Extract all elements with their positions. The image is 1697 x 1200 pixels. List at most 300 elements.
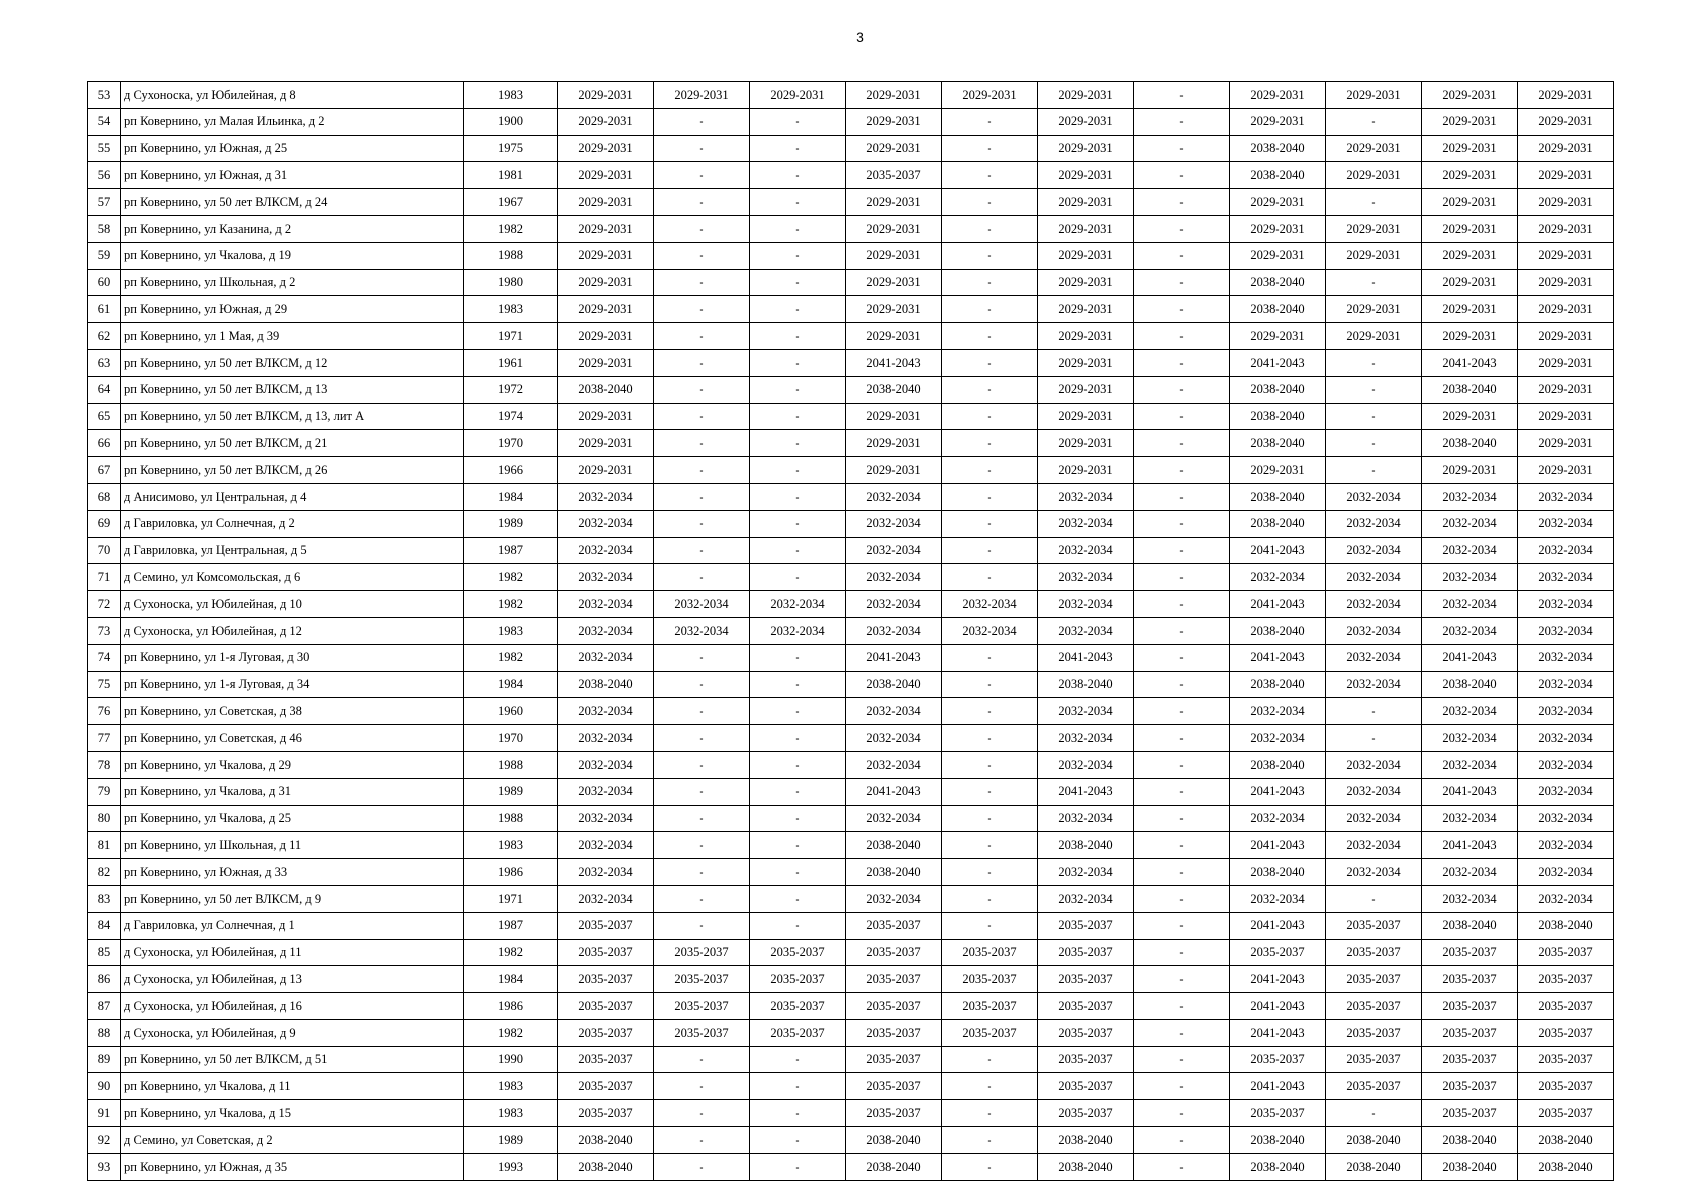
period-cell: 2032-2034 (846, 805, 942, 832)
address-cell: рп Ковернино, ул 50 лет ВЛКСМ, д 26 (121, 457, 464, 484)
period-cell: - (654, 323, 750, 350)
period-cell: - (1134, 162, 1230, 189)
row-number-cell: 88 (88, 1019, 121, 1046)
period-cell: - (654, 751, 750, 778)
period-cell: - (942, 671, 1038, 698)
year-cell: 1983 (464, 82, 558, 109)
year-cell: 1989 (464, 1127, 558, 1154)
period-cell: 2035-2037 (846, 1046, 942, 1073)
period-cell: - (1134, 1046, 1230, 1073)
period-cell: 2035-2037 (558, 993, 654, 1020)
period-cell: 2035-2037 (1038, 939, 1134, 966)
address-cell: рп Ковернино, ул Южная, д 31 (121, 162, 464, 189)
period-cell: - (1134, 671, 1230, 698)
table-row (88, 189, 1614, 216)
period-cell: 2032-2034 (558, 537, 654, 564)
row-number-cell: 73 (88, 617, 121, 644)
period-cell: - (750, 510, 846, 537)
period-cell: - (942, 269, 1038, 296)
period-cell: 2038-2040 (1230, 510, 1326, 537)
period-cell: - (1134, 215, 1230, 242)
period-cell: - (1134, 912, 1230, 939)
address-cell: рп Ковернино, ул Чкалова, д 25 (121, 805, 464, 832)
period-cell: 2032-2034 (1038, 885, 1134, 912)
year-cell: 1993 (464, 1153, 558, 1180)
period-cell: 2035-2037 (1038, 1073, 1134, 1100)
period-cell: 2041-2043 (1230, 966, 1326, 993)
period-cell: - (750, 751, 846, 778)
address-cell: д Сухоноска, ул Юбилейная, д 12 (121, 617, 464, 644)
period-cell: - (1134, 242, 1230, 269)
period-cell: 2029-2031 (558, 457, 654, 484)
period-cell: 2041-2043 (1422, 832, 1518, 859)
period-cell: 2035-2037 (846, 939, 942, 966)
year-cell: 1983 (464, 1100, 558, 1127)
period-cell: 2035-2037 (846, 162, 942, 189)
period-cell: 2038-2040 (1422, 912, 1518, 939)
period-cell: 2032-2034 (1038, 537, 1134, 564)
table-row (88, 162, 1614, 189)
period-cell: - (654, 269, 750, 296)
period-cell: - (750, 885, 846, 912)
year-cell: 1982 (464, 939, 558, 966)
table-row (88, 349, 1614, 376)
address-cell: рп Ковернино, ул 1-я Луговая, д 34 (121, 671, 464, 698)
period-cell: 2041-2043 (1038, 778, 1134, 805)
period-cell: 2029-2031 (846, 403, 942, 430)
address-cell: рп Ковернино, ул 50 лет ВЛКСМ, д 21 (121, 430, 464, 457)
address-cell: рп Ковернино, ул Чкалова, д 19 (121, 242, 464, 269)
period-cell: - (654, 1073, 750, 1100)
period-cell: 2035-2037 (1518, 1046, 1614, 1073)
period-cell: - (654, 510, 750, 537)
period-cell: 2029-2031 (1518, 108, 1614, 135)
period-cell: 2029-2031 (1422, 189, 1518, 216)
period-cell: - (750, 430, 846, 457)
period-cell: - (654, 376, 750, 403)
period-cell: 2038-2040 (558, 671, 654, 698)
period-cell: - (942, 1073, 1038, 1100)
period-cell: - (942, 644, 1038, 671)
table-row (88, 323, 1614, 350)
period-cell: - (750, 269, 846, 296)
period-cell: - (1134, 1127, 1230, 1154)
year-cell: 1984 (464, 671, 558, 698)
period-cell: 2038-2040 (1230, 483, 1326, 510)
period-cell: - (750, 778, 846, 805)
table-row (88, 751, 1614, 778)
row-number-cell: 84 (88, 912, 121, 939)
period-cell: - (750, 671, 846, 698)
period-cell: 2032-2034 (1518, 885, 1614, 912)
period-cell: 2029-2031 (1038, 135, 1134, 162)
period-cell: 2032-2034 (558, 859, 654, 886)
address-cell: рп Ковернино, ул Советская, д 38 (121, 698, 464, 725)
period-cell: 2038-2040 (1230, 671, 1326, 698)
period-cell: 2032-2034 (1038, 751, 1134, 778)
year-cell: 1983 (464, 617, 558, 644)
period-cell: - (1134, 725, 1230, 752)
period-cell: - (1134, 805, 1230, 832)
period-cell: 2029-2031 (846, 457, 942, 484)
period-cell: - (1134, 966, 1230, 993)
period-cell: 2035-2037 (1422, 993, 1518, 1020)
period-cell: 2029-2031 (846, 296, 942, 323)
period-cell: 2029-2031 (1518, 189, 1614, 216)
row-number-cell: 79 (88, 778, 121, 805)
period-cell: 2041-2043 (1230, 993, 1326, 1020)
period-cell: - (942, 242, 1038, 269)
period-cell: - (942, 564, 1038, 591)
address-cell: рп Ковернино, ул 50 лет ВЛКСМ, д 9 (121, 885, 464, 912)
period-cell: - (1134, 591, 1230, 618)
table-row (88, 885, 1614, 912)
year-cell: 1986 (464, 859, 558, 886)
period-cell: 2029-2031 (1230, 82, 1326, 109)
period-cell: 2035-2037 (1326, 912, 1422, 939)
period-cell: - (1326, 189, 1422, 216)
period-cell: 2041-2043 (1038, 644, 1134, 671)
address-cell: рп Ковернино, ул Малая Ильинка, д 2 (121, 108, 464, 135)
table-row (88, 296, 1614, 323)
period-cell: - (750, 1100, 846, 1127)
period-cell: - (654, 1153, 750, 1180)
period-cell: 2029-2031 (1230, 323, 1326, 350)
table-row (88, 457, 1614, 484)
period-cell: 2032-2034 (1518, 805, 1614, 832)
period-cell: - (654, 832, 750, 859)
table-row (88, 617, 1614, 644)
period-cell: 2032-2034 (846, 751, 942, 778)
period-cell: 2029-2031 (1326, 215, 1422, 242)
period-cell: 2035-2037 (1518, 993, 1614, 1020)
period-cell: 2035-2037 (558, 1073, 654, 1100)
period-cell: 2041-2043 (1230, 591, 1326, 618)
table-row (88, 698, 1614, 725)
address-cell: рп Ковернино, ул Южная, д 29 (121, 296, 464, 323)
table-row (88, 108, 1614, 135)
period-cell: 2035-2037 (750, 939, 846, 966)
period-cell: 2035-2037 (1326, 993, 1422, 1020)
period-cell: 2035-2037 (558, 1100, 654, 1127)
period-cell: - (750, 1073, 846, 1100)
period-cell: 2038-2040 (1422, 671, 1518, 698)
year-cell: 1970 (464, 725, 558, 752)
period-cell: 2029-2031 (1518, 296, 1614, 323)
period-cell: 2038-2040 (1422, 1127, 1518, 1154)
period-cell: 2032-2034 (846, 510, 942, 537)
period-cell: 2029-2031 (558, 162, 654, 189)
year-cell: 1982 (464, 1019, 558, 1046)
period-cell: 2038-2040 (846, 859, 942, 886)
period-cell: 2032-2034 (1038, 591, 1134, 618)
address-cell: д Сухоноска, ул Юбилейная, д 10 (121, 591, 464, 618)
row-number-cell: 76 (88, 698, 121, 725)
period-cell: - (750, 457, 846, 484)
period-cell: 2038-2040 (1038, 671, 1134, 698)
period-cell: 2038-2040 (846, 671, 942, 698)
period-cell: - (750, 108, 846, 135)
period-cell: 2032-2034 (1326, 751, 1422, 778)
period-cell: 2029-2031 (558, 82, 654, 109)
period-cell: 2038-2040 (1422, 430, 1518, 457)
period-cell: 2029-2031 (654, 82, 750, 109)
period-cell: 2029-2031 (1038, 162, 1134, 189)
period-cell: - (654, 859, 750, 886)
period-cell: 2038-2040 (1230, 859, 1326, 886)
period-cell: 2038-2040 (1038, 832, 1134, 859)
period-cell: 2029-2031 (558, 108, 654, 135)
row-number-cell: 90 (88, 1073, 121, 1100)
period-cell: - (1134, 1153, 1230, 1180)
period-cell: - (1134, 537, 1230, 564)
period-cell: 2035-2037 (1518, 1019, 1614, 1046)
period-cell: 2029-2031 (558, 135, 654, 162)
address-cell: рп Ковернино, ул 1-я Луговая, д 30 (121, 644, 464, 671)
period-cell: - (654, 483, 750, 510)
period-cell: - (750, 832, 846, 859)
period-cell: - (942, 457, 1038, 484)
table-row (88, 483, 1614, 510)
period-cell: 2029-2031 (1230, 242, 1326, 269)
period-cell: - (1134, 1100, 1230, 1127)
period-cell: 2035-2037 (1326, 1019, 1422, 1046)
period-cell: 2032-2034 (1326, 591, 1422, 618)
period-cell: 2032-2034 (1422, 564, 1518, 591)
period-cell: - (654, 1127, 750, 1154)
period-cell: 2032-2034 (750, 591, 846, 618)
period-cell: - (654, 430, 750, 457)
period-cell: 2038-2040 (558, 376, 654, 403)
period-cell: 2032-2034 (558, 885, 654, 912)
period-cell: 2032-2034 (1326, 644, 1422, 671)
period-cell: 2041-2043 (1422, 349, 1518, 376)
period-cell: 2032-2034 (846, 483, 942, 510)
period-cell: - (1326, 108, 1422, 135)
address-cell: рп Ковернино, ул 50 лет ВЛКСМ, д 13, лит А (121, 403, 464, 430)
period-cell: 2041-2043 (1230, 778, 1326, 805)
period-cell: 2032-2034 (846, 885, 942, 912)
row-number-cell: 53 (88, 82, 121, 109)
period-cell: - (942, 885, 1038, 912)
period-cell: 2032-2034 (558, 617, 654, 644)
period-cell: 2038-2040 (1326, 1153, 1422, 1180)
period-cell: - (1134, 617, 1230, 644)
period-cell: 2029-2031 (1230, 215, 1326, 242)
period-cell: 2032-2034 (558, 510, 654, 537)
period-cell: 2029-2031 (942, 82, 1038, 109)
period-cell: 2032-2034 (1326, 778, 1422, 805)
period-cell: 2032-2034 (1422, 510, 1518, 537)
period-cell: 2032-2034 (558, 725, 654, 752)
period-cell: 2032-2034 (1518, 510, 1614, 537)
period-cell: 2029-2031 (1230, 189, 1326, 216)
address-cell: д Гавриловка, ул Центральная, д 5 (121, 537, 464, 564)
period-cell: 2032-2034 (558, 564, 654, 591)
row-number-cell: 91 (88, 1100, 121, 1127)
period-cell: - (654, 644, 750, 671)
period-cell: - (750, 912, 846, 939)
period-cell: - (1134, 510, 1230, 537)
period-cell: 2032-2034 (1230, 885, 1326, 912)
period-cell: 2032-2034 (558, 483, 654, 510)
period-cell: 2032-2034 (1326, 617, 1422, 644)
year-cell: 1989 (464, 510, 558, 537)
period-cell: - (1134, 82, 1230, 109)
year-cell: 1960 (464, 698, 558, 725)
table-row (88, 82, 1614, 109)
period-cell: - (1134, 483, 1230, 510)
period-cell: 2035-2037 (1518, 939, 1614, 966)
year-cell: 1971 (464, 885, 558, 912)
period-cell: - (942, 805, 1038, 832)
period-cell: 2035-2037 (654, 939, 750, 966)
period-cell: 2029-2031 (1038, 403, 1134, 430)
period-cell: - (750, 698, 846, 725)
row-number-cell: 54 (88, 108, 121, 135)
schedule-table (87, 81, 1614, 1181)
period-cell: - (654, 162, 750, 189)
period-cell: 2032-2034 (1326, 564, 1422, 591)
period-cell: - (654, 564, 750, 591)
year-cell: 1900 (464, 108, 558, 135)
period-cell: 2032-2034 (1422, 591, 1518, 618)
period-cell: - (750, 564, 846, 591)
address-cell: рп Ковернино, ул Чкалова, д 29 (121, 751, 464, 778)
period-cell: - (1326, 725, 1422, 752)
period-cell: 2035-2037 (750, 993, 846, 1020)
row-number-cell: 80 (88, 805, 121, 832)
year-cell: 1983 (464, 832, 558, 859)
period-cell: 2041-2043 (1230, 349, 1326, 376)
period-cell: 2032-2034 (1326, 805, 1422, 832)
period-cell: 2029-2031 (1038, 189, 1134, 216)
period-cell: 2032-2034 (942, 617, 1038, 644)
period-cell: - (1134, 189, 1230, 216)
period-cell: - (654, 457, 750, 484)
period-cell: - (654, 537, 750, 564)
period-cell: - (1134, 993, 1230, 1020)
address-cell: д Семино, ул Комсомольская, д 6 (121, 564, 464, 591)
period-cell: 2029-2031 (750, 82, 846, 109)
period-cell: 2041-2043 (1422, 644, 1518, 671)
period-cell: 2041-2043 (1230, 1073, 1326, 1100)
period-cell: 2035-2037 (1518, 1073, 1614, 1100)
period-cell: 2029-2031 (1422, 215, 1518, 242)
year-cell: 1971 (464, 323, 558, 350)
period-cell: 2029-2031 (1038, 457, 1134, 484)
period-cell: 2032-2034 (654, 591, 750, 618)
period-cell: 2032-2034 (558, 778, 654, 805)
period-cell: - (1326, 885, 1422, 912)
period-cell: 2029-2031 (1518, 242, 1614, 269)
period-cell: 2038-2040 (1230, 135, 1326, 162)
period-cell: 2038-2040 (1518, 1127, 1614, 1154)
period-cell: - (942, 376, 1038, 403)
period-cell: - (942, 323, 1038, 350)
period-cell: 2029-2031 (1326, 242, 1422, 269)
period-cell: 2029-2031 (1326, 82, 1422, 109)
page-number: 3 (856, 29, 864, 45)
year-cell: 1983 (464, 296, 558, 323)
row-number-cell: 59 (88, 242, 121, 269)
period-cell: 2032-2034 (558, 751, 654, 778)
address-cell: д Семино, ул Советская, д 2 (121, 1127, 464, 1154)
period-cell: 2032-2034 (1038, 564, 1134, 591)
period-cell: 2035-2037 (1230, 1100, 1326, 1127)
period-cell: - (1326, 349, 1422, 376)
period-cell: - (942, 135, 1038, 162)
period-cell: - (654, 215, 750, 242)
period-cell: 2035-2037 (1422, 1046, 1518, 1073)
period-cell: 2029-2031 (1038, 323, 1134, 350)
period-cell: 2035-2037 (1038, 1019, 1134, 1046)
period-cell: 2029-2031 (1038, 376, 1134, 403)
period-cell: 2029-2031 (1518, 215, 1614, 242)
period-cell: 2029-2031 (1518, 162, 1614, 189)
period-cell: 2041-2043 (1230, 537, 1326, 564)
table-row (88, 537, 1614, 564)
table-row (88, 912, 1614, 939)
period-cell: 2035-2037 (654, 993, 750, 1020)
row-number-cell: 56 (88, 162, 121, 189)
table-row (88, 1127, 1614, 1154)
year-cell: 1966 (464, 457, 558, 484)
period-cell: 2038-2040 (1518, 912, 1614, 939)
period-cell: 2032-2034 (1326, 832, 1422, 859)
period-cell: 2029-2031 (1518, 403, 1614, 430)
period-cell: - (750, 349, 846, 376)
row-number-cell: 72 (88, 591, 121, 618)
row-number-cell: 83 (88, 885, 121, 912)
address-cell: д Анисимово, ул Центральная, д 4 (121, 483, 464, 510)
period-cell: 2032-2034 (1518, 859, 1614, 886)
period-cell: 2032-2034 (1518, 617, 1614, 644)
address-cell: рп Ковернино, ул Южная, д 33 (121, 859, 464, 886)
year-cell: 1982 (464, 591, 558, 618)
period-cell: 2032-2034 (1518, 698, 1614, 725)
period-cell: 2032-2034 (1422, 751, 1518, 778)
period-cell: 2029-2031 (1038, 215, 1134, 242)
period-cell: - (1326, 430, 1422, 457)
period-cell: - (942, 912, 1038, 939)
row-number-cell: 86 (88, 966, 121, 993)
year-cell: 1987 (464, 912, 558, 939)
period-cell: 2029-2031 (1422, 135, 1518, 162)
period-cell: 2038-2040 (846, 1127, 942, 1154)
table-row (88, 939, 1614, 966)
period-cell: 2032-2034 (1422, 885, 1518, 912)
year-cell: 1967 (464, 189, 558, 216)
address-cell: рп Ковернино, ул 50 лет ВЛКСМ, д 13 (121, 376, 464, 403)
year-cell: 1982 (464, 215, 558, 242)
period-cell: 2029-2031 (846, 323, 942, 350)
table-row (88, 215, 1614, 242)
period-cell: 2032-2034 (558, 591, 654, 618)
period-cell: 2032-2034 (1518, 564, 1614, 591)
table-row (88, 1153, 1614, 1180)
year-cell: 1982 (464, 564, 558, 591)
period-cell: 2029-2031 (846, 269, 942, 296)
period-cell: 2032-2034 (1038, 698, 1134, 725)
period-cell: - (942, 1127, 1038, 1154)
address-cell: д Гавриловка, ул Солнечная, д 1 (121, 912, 464, 939)
period-cell: - (942, 1100, 1038, 1127)
period-cell: 2029-2031 (846, 242, 942, 269)
period-cell: 2029-2031 (1518, 269, 1614, 296)
address-cell: рп Ковернино, ул Чкалова, д 31 (121, 778, 464, 805)
period-cell: 2035-2037 (1038, 1046, 1134, 1073)
